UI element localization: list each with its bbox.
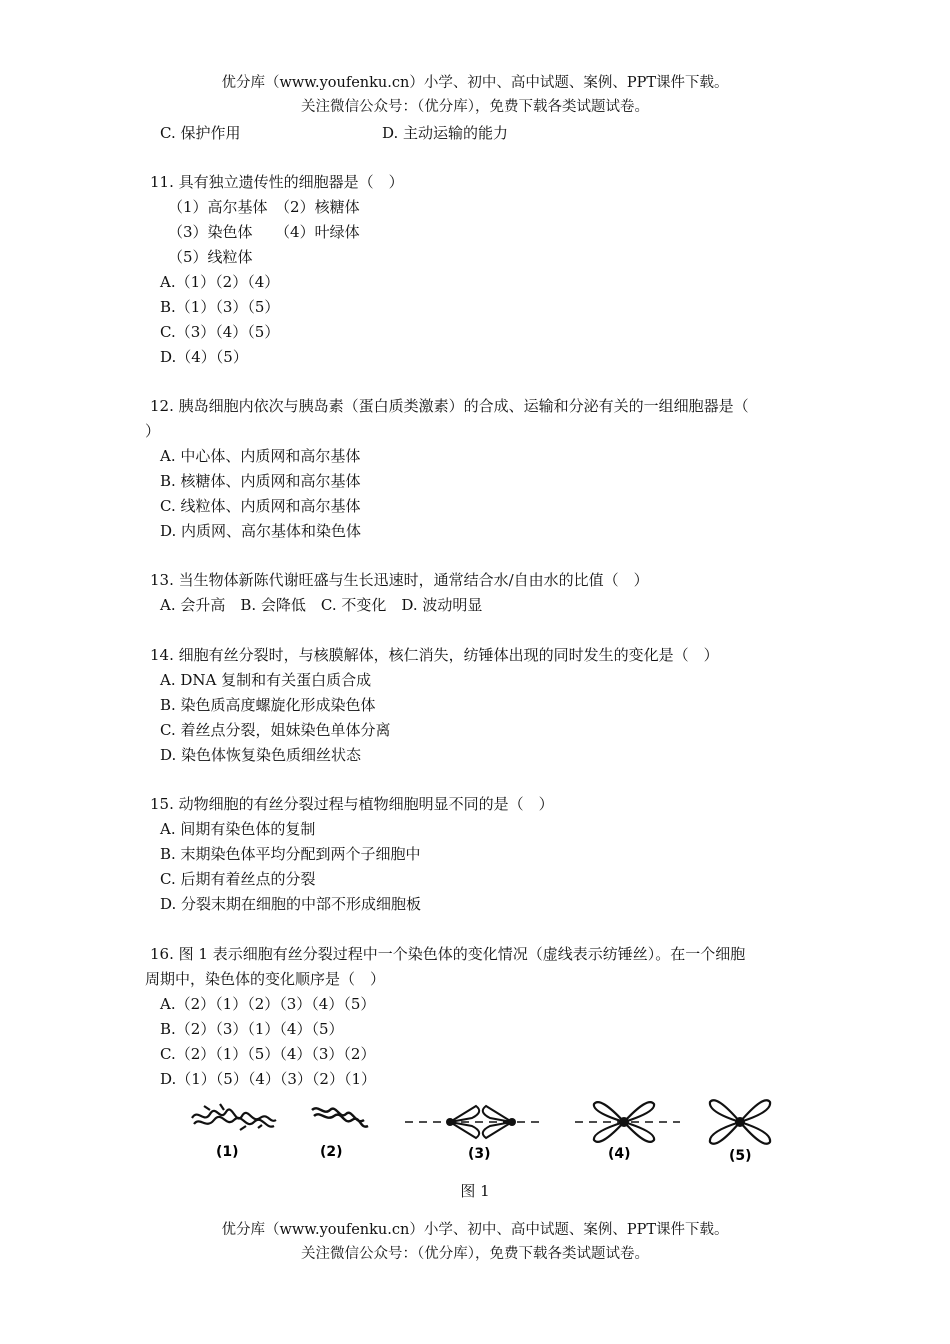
q12-stem: 12. 胰岛细胞内依次与胰岛素（蛋白质类激素）的合成、运输和分泌有关的一组细胞器是（: [150, 397, 749, 415]
figure-label-4: (4): [608, 1146, 631, 1162]
q16-option-b: B.（2）（3）（1）（4）（5）: [160, 1020, 344, 1038]
q15-option-c: C. 后期有着丝点的分裂: [160, 870, 316, 888]
q11-item: （1）高尔基体 （2）核糖体: [168, 198, 360, 216]
q14-option-d: D. 染色体恢复染色质细丝状态: [160, 746, 362, 764]
figure-label-2: (2): [320, 1144, 343, 1160]
q10-option-d: D. 主动运输的能力: [382, 124, 509, 142]
q14-stem: 14. 细胞有丝分裂时，与核膜解体，核仁消失，纺锤体出现的同时发生的变化是（ ）: [150, 646, 719, 664]
chromosome-3: [405, 1106, 545, 1138]
chromatin-thread-1: [192, 1104, 276, 1130]
q11-option-d: D.（4）（5）: [160, 348, 248, 366]
q16-option-d: D.（1）（5）（4）（3）（2）（1）: [160, 1070, 377, 1088]
q12-option-a: A. 中心体、内质网和高尔基体: [160, 447, 361, 465]
q12-option-d: D. 内质网、高尔基体和染色体: [160, 522, 362, 540]
q13-options: A. 会升高 B. 会降低 C. 不变化 D. 波动明显: [160, 596, 483, 614]
figure-1-chromosome-diagram: [180, 1090, 790, 1170]
q16-stem-cont: 周期中，染色体的变化顺序是（ ）: [145, 970, 386, 988]
q11-item: （3）染色体 （4）叶绿体: [168, 223, 360, 241]
footer-line-1: 优分库（www.youfenku.cn）小学、初中、高中试题、案例、PPT课件下载。: [221, 1222, 729, 1238]
chromosome-2: [312, 1108, 368, 1126]
q15-option-d: D. 分裂末期在细胞的中部不形成细胞板: [160, 895, 422, 913]
q15-stem: 15. 动物细胞的有丝分裂过程与植物细胞明显不同的是（ ）: [150, 795, 554, 813]
q11-option-a: A.（1）（2）（4）: [160, 273, 280, 291]
q16-option-a: A.（2）（1）（2）（3）（4）（5）: [160, 995, 376, 1013]
q11-option-b: B.（1）（3）（5）: [160, 298, 280, 316]
q16-stem: 16. 图 1 表示细胞有丝分裂过程中一个染色体的变化情况（虚线表示纺锤丝）。在一个细胞: [150, 945, 746, 963]
figure-label-1: (1): [216, 1144, 239, 1160]
q12-stem-cont: ）: [145, 422, 161, 440]
q15-option-a: A. 间期有染色体的复制: [160, 820, 316, 838]
figure-label-3: (3): [468, 1146, 491, 1162]
q12-option-b: B. 核糖体、内质网和高尔基体: [160, 472, 361, 490]
header-line-2: 关注微信公众号：（优分库），免费下载各类试题试卷。: [301, 99, 649, 115]
figure-caption: 图 1: [460, 1182, 490, 1200]
q16-option-c: C.（2）（1）（5）（4）（3）（2）: [160, 1045, 376, 1063]
header-line-1: 优分库（www.youfenku.cn）小学、初中、高中试题、案例、PPT课件下载。: [221, 75, 729, 91]
q11-item: （5）线粒体: [168, 248, 253, 266]
q15-option-b: B. 末期染色体平均分配到两个子细胞中: [160, 845, 421, 863]
q11-option-c: C.（3）（4）（5）: [160, 323, 280, 341]
figure-label-5: (5): [729, 1148, 752, 1164]
q14-option-b: B. 染色质高度螺旋化形成染色体: [160, 696, 376, 714]
q14-option-c: C. 着丝点分裂，姐妹染色单体分离: [160, 721, 391, 739]
q14-option-a: A. DNA 复制和有关蛋白质合成: [160, 671, 372, 689]
footer-line-2: 关注微信公众号：（优分库），免费下载各类试题试卷。: [301, 1246, 649, 1262]
chromosome-5: [710, 1100, 770, 1144]
q11-stem: 11. 具有独立遗传性的细胞器是（ ）: [150, 173, 404, 191]
q13-stem: 13. 当生物体新陈代谢旺盛与生长迅速时，通常结合水/自由水的比值（ ）: [150, 571, 649, 589]
chromosome-4: [575, 1102, 680, 1142]
q12-option-c: C. 线粒体、内质网和高尔基体: [160, 497, 361, 515]
q10-option-c: C. 保护作用: [160, 124, 241, 142]
